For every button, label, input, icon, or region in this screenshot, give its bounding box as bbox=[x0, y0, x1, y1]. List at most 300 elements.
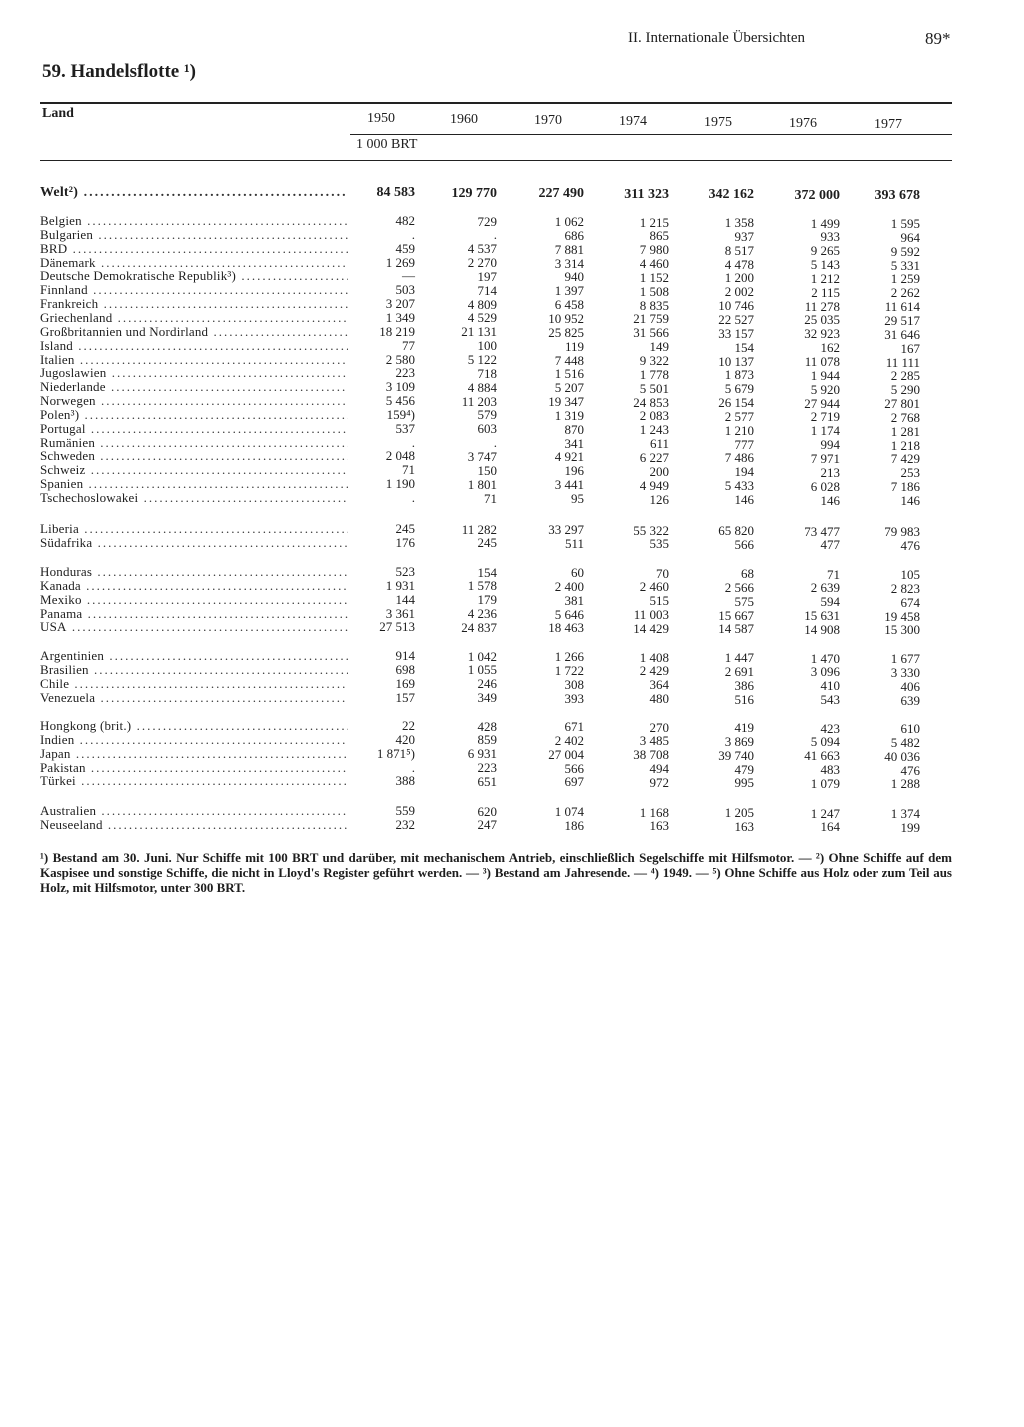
cell-value: 162 bbox=[820, 340, 840, 356]
cell-value: 163 bbox=[734, 818, 754, 834]
cell-value: 1 722 bbox=[554, 662, 584, 678]
cell-value: 3 747 bbox=[467, 448, 497, 464]
cell-value: 559 bbox=[395, 803, 415, 818]
table-row bbox=[0, 745, 1024, 764]
cell-value: . bbox=[411, 226, 415, 242]
cell-value: 4 809 bbox=[467, 296, 497, 312]
cell-value: 7 486 bbox=[724, 450, 754, 466]
cell-value: 1 215 bbox=[639, 214, 669, 230]
cell-value: 479 bbox=[734, 761, 754, 777]
cell-value: 5 207 bbox=[554, 380, 584, 396]
cell-value: 2 285 bbox=[890, 368, 920, 384]
cell-value: 6 227 bbox=[639, 449, 669, 465]
cell-value: 5 143 bbox=[810, 257, 840, 273]
cell-value: 1 578 bbox=[467, 578, 497, 594]
row-label: Portugal ..... bbox=[40, 422, 348, 436]
cell-value: 26 154 bbox=[718, 395, 754, 411]
cell-value: 428 bbox=[477, 718, 497, 734]
row-label: BRD ..... bbox=[40, 242, 348, 256]
cell-value: 146 bbox=[900, 493, 920, 508]
cell-value: 100 bbox=[477, 338, 497, 354]
table-row bbox=[0, 476, 1024, 495]
cell-value: 14 429 bbox=[633, 620, 669, 636]
cell-value: 1 349 bbox=[385, 309, 415, 325]
section-header: II. Internationale Übersichten bbox=[628, 30, 806, 46]
table-row bbox=[0, 759, 1024, 778]
row-label: Indien ..... bbox=[40, 733, 348, 747]
page-number: 89* bbox=[925, 29, 951, 48]
cell-value: 476 bbox=[900, 537, 920, 553]
cell-value: 24 853 bbox=[633, 394, 669, 410]
row-label: Panama ..... bbox=[40, 607, 348, 621]
cell-value: 1 281 bbox=[890, 423, 920, 439]
cell-value: 119 bbox=[564, 338, 584, 354]
row-label: Argentinien ..... bbox=[40, 649, 348, 663]
row-label: Bulgarien ..... bbox=[40, 228, 348, 242]
cell-value: 213 bbox=[820, 464, 840, 480]
cell-value: 5 433 bbox=[724, 478, 754, 494]
cell-value: 5 482 bbox=[890, 734, 920, 750]
cell-value: 480 bbox=[649, 691, 669, 707]
cell-value: 27 004 bbox=[548, 746, 584, 762]
cell-value: 18 463 bbox=[548, 620, 584, 636]
cell-value: 2 400 bbox=[554, 578, 584, 594]
table-row bbox=[0, 689, 1024, 708]
cell-value: 2 823 bbox=[890, 580, 920, 596]
table-row bbox=[0, 564, 1024, 582]
row-label: Venezuela ..... bbox=[40, 691, 348, 705]
cell-value: 865 bbox=[649, 228, 669, 244]
cell-value: 60 bbox=[571, 565, 584, 580]
cell-value: 1 055 bbox=[467, 662, 497, 678]
cell-value: 535 bbox=[649, 536, 669, 552]
footnotes bbox=[40, 850, 952, 895]
cell-value: 1 190 bbox=[385, 476, 415, 492]
cell-value: 393 bbox=[564, 690, 584, 706]
row-label: Pakistan ..... bbox=[40, 761, 348, 775]
cell-value: 73 477 bbox=[804, 523, 840, 539]
cell-value: 227 490 bbox=[538, 186, 584, 201]
cell-value: 200 bbox=[649, 463, 669, 479]
cell-value: 393 678 bbox=[874, 188, 920, 203]
cell-value: 6 028 bbox=[810, 478, 840, 494]
cell-value: 1 168 bbox=[639, 804, 669, 820]
row-label: Brasilien ..... bbox=[40, 663, 348, 677]
table-row bbox=[0, 462, 1024, 481]
cell-value: 3 361 bbox=[385, 605, 415, 621]
cell-value: 620 bbox=[477, 803, 497, 819]
cell-value: 9 592 bbox=[890, 243, 920, 259]
table-row bbox=[0, 434, 1024, 453]
table-row bbox=[0, 577, 1024, 596]
cell-value: 674 bbox=[900, 594, 920, 610]
cell-value: 33 297 bbox=[548, 522, 584, 537]
cell-value: 2 270 bbox=[467, 255, 497, 271]
cell-value: 1 358 bbox=[724, 215, 754, 230]
cell-value: 253 bbox=[900, 465, 920, 481]
cell-value: 11 078 bbox=[804, 354, 840, 369]
cell-value: 150 bbox=[477, 462, 497, 478]
cell-value: 18 219 bbox=[379, 323, 415, 339]
table-row bbox=[0, 773, 1024, 792]
cell-value: 1 499 bbox=[810, 215, 840, 231]
cell-value: 995 bbox=[734, 775, 754, 791]
cell-value: 11 203 bbox=[461, 393, 497, 409]
cell-value: 71 bbox=[827, 566, 840, 582]
cell-value: 5 122 bbox=[467, 352, 497, 367]
cell-value: 33 157 bbox=[718, 325, 754, 341]
cell-value: 223 bbox=[395, 365, 415, 381]
row-label: Türkei ..... bbox=[40, 774, 348, 788]
cell-value: 381 bbox=[564, 592, 584, 608]
cell-value: 176 bbox=[395, 534, 415, 550]
row-label: Griechenland ..... bbox=[40, 311, 348, 325]
cell-value: 1 210 bbox=[724, 422, 754, 438]
cell-value: 1 508 bbox=[639, 283, 669, 299]
row-label: USA ..... bbox=[40, 620, 348, 634]
cell-value: 4 529 bbox=[467, 310, 497, 326]
cell-value: 639 bbox=[900, 692, 920, 708]
table-row bbox=[0, 521, 1024, 539]
row-label: Chile ..... bbox=[40, 677, 348, 691]
cell-value: 19 458 bbox=[884, 608, 920, 624]
cell-value: 146 bbox=[820, 492, 840, 508]
row-label: Welt²) ..... bbox=[40, 186, 348, 200]
cell-value: 1 397 bbox=[554, 283, 584, 299]
cell-value: 2 639 bbox=[810, 580, 840, 596]
cell-value: 459 bbox=[395, 240, 415, 256]
table-row bbox=[0, 534, 1024, 553]
cell-value: 714 bbox=[477, 282, 497, 298]
cell-value: 940 bbox=[564, 269, 584, 285]
year-header: 1970 bbox=[534, 113, 562, 128]
cell-value: 163 bbox=[649, 818, 669, 834]
cell-value: 7 186 bbox=[890, 479, 920, 495]
cell-value: 1 074 bbox=[554, 804, 584, 819]
row-label: Deutsche Demokratische Republik³) ..... bbox=[40, 269, 348, 283]
cell-value: 1 516 bbox=[554, 366, 584, 382]
cell-value: 9 265 bbox=[810, 243, 840, 259]
cell-value: 537 bbox=[395, 420, 415, 436]
table-row bbox=[0, 420, 1024, 439]
cell-value: 610 bbox=[900, 721, 920, 736]
table-row bbox=[0, 731, 1024, 750]
cell-value: . bbox=[493, 227, 497, 243]
cell-value: 406 bbox=[900, 678, 920, 694]
year-header: 1950 bbox=[367, 111, 395, 126]
cell-value: 3 330 bbox=[890, 664, 920, 680]
cell-value: 1 259 bbox=[890, 271, 920, 287]
cell-value: 11 614 bbox=[884, 299, 920, 315]
cell-value: 77 bbox=[402, 337, 415, 353]
cell-value: 197 bbox=[477, 268, 497, 284]
cell-value: 95 bbox=[571, 491, 584, 506]
cell-value: 1 447 bbox=[724, 650, 754, 665]
row-label: Schweiz ..... bbox=[40, 463, 348, 477]
row-label: Südafrika ..... bbox=[40, 536, 348, 550]
cell-value: 246 bbox=[477, 676, 497, 692]
cell-value: 311 323 bbox=[624, 186, 669, 202]
year-rule bbox=[350, 134, 952, 135]
cell-value: 1 319 bbox=[554, 407, 584, 423]
cell-value: 2 083 bbox=[639, 408, 669, 424]
cell-value: 40 036 bbox=[884, 748, 920, 764]
cell-value: 2 262 bbox=[890, 285, 920, 301]
cell-value: 247 bbox=[477, 817, 497, 833]
cell-value: 5 456 bbox=[385, 393, 415, 409]
cell-value: 22 527 bbox=[718, 311, 754, 327]
cell-value: 388 bbox=[395, 773, 415, 789]
cell-value: 349 bbox=[477, 690, 497, 706]
cell-value: 4 478 bbox=[724, 256, 754, 272]
table-row bbox=[0, 309, 1024, 328]
cell-value: 477 bbox=[820, 537, 840, 553]
table-row bbox=[0, 282, 1024, 301]
cell-value: 245 bbox=[395, 521, 415, 536]
cell-value: 1 288 bbox=[890, 776, 920, 792]
cell-value: 22 bbox=[402, 718, 415, 733]
year-header: 1974 bbox=[619, 114, 647, 129]
cell-value: 341 bbox=[564, 435, 584, 451]
cell-value: . bbox=[411, 759, 415, 775]
top-rule bbox=[40, 102, 952, 104]
cell-value: 15 631 bbox=[804, 608, 840, 624]
cell-value: 1 931 bbox=[385, 577, 415, 593]
cell-value: 15 667 bbox=[718, 607, 754, 623]
cell-value: 342 162 bbox=[708, 187, 754, 202]
table-row bbox=[0, 296, 1024, 315]
row-label: Dänemark ..... bbox=[40, 256, 348, 270]
cell-value: 4 537 bbox=[467, 241, 497, 257]
cell-value: 2 402 bbox=[554, 732, 584, 748]
cell-value: 1 218 bbox=[890, 437, 920, 453]
cell-value: 1 873 bbox=[724, 367, 754, 383]
cell-value: 2 460 bbox=[639, 579, 669, 595]
cell-value: 419 bbox=[734, 720, 754, 735]
row-label: Schweden ..... bbox=[40, 449, 348, 463]
cell-value: 71 bbox=[402, 462, 415, 478]
cell-value: 566 bbox=[564, 760, 584, 776]
cell-value: 686 bbox=[564, 227, 584, 243]
footnote-text: ¹) Bestand am 30. Juni. Nur Schiffe mit 100 BRT und darüber, mit mechanischem Antrieb, einschließlich Segelschiffe mit Hilfsmotor. — ²) Ohne Schiffe auf dem Kaspisee und sonstige Schiffe, die nicht in Lloyd's Register geführt werden. — ³) Bestand am Jahresende. — ⁴) 1949. — ⁵) Ohne Schiffe aus Holz oder zum Teil aus Holz, mit Hilfsmotor, unter 300 BRT. bbox=[40, 850, 952, 895]
cell-value: 870 bbox=[564, 421, 584, 437]
cell-value: 7 448 bbox=[554, 352, 584, 368]
cell-value: 1 778 bbox=[639, 366, 669, 382]
cell-value: 70 bbox=[656, 565, 669, 581]
row-label: Island ..... bbox=[40, 339, 348, 353]
cell-value: 164 bbox=[820, 819, 840, 835]
row-label: Mexiko ..... bbox=[40, 593, 348, 607]
table-title: 59. Handelsflotte ¹) bbox=[42, 61, 196, 82]
cell-value: 21 759 bbox=[633, 311, 669, 327]
table-row bbox=[0, 213, 1024, 231]
cell-value: 27 513 bbox=[379, 619, 415, 635]
cell-value: 1 243 bbox=[639, 422, 669, 438]
cell-value: 144 bbox=[395, 591, 415, 607]
cell-value: 1 212 bbox=[810, 270, 840, 286]
cell-value: 21 131 bbox=[461, 324, 497, 340]
cell-value: 1 200 bbox=[724, 270, 754, 286]
cell-value: 1 801 bbox=[467, 476, 497, 492]
row-label: Niederlande ..... bbox=[40, 380, 348, 394]
cell-value: 5 501 bbox=[639, 380, 669, 396]
row-label: Honduras ..... bbox=[40, 565, 348, 579]
cell-value: 1 062 bbox=[554, 214, 584, 229]
cell-value: 503 bbox=[395, 282, 415, 298]
cell-value: 1 042 bbox=[467, 648, 497, 664]
cell-value: 24 837 bbox=[461, 619, 497, 635]
cell-value: 1 595 bbox=[890, 216, 920, 231]
table-row bbox=[0, 816, 1024, 835]
cell-value: 1 374 bbox=[890, 806, 920, 821]
cell-value: 937 bbox=[734, 228, 754, 244]
cell-value: 697 bbox=[564, 774, 584, 790]
table-row bbox=[0, 648, 1024, 666]
cell-value: 186 bbox=[564, 817, 584, 833]
cell-value: 27 801 bbox=[884, 396, 920, 412]
cell-value: 423 bbox=[820, 720, 840, 736]
year-header: 1977 bbox=[874, 117, 902, 132]
cell-value: 2 719 bbox=[810, 409, 840, 425]
table-row bbox=[0, 803, 1024, 821]
cell-value: 31 566 bbox=[633, 325, 669, 341]
unit-label: 1 000 BRT bbox=[356, 137, 418, 152]
cell-value: 476 bbox=[900, 762, 920, 778]
row-label: Kanada ..... bbox=[40, 579, 348, 593]
cell-value: 1 205 bbox=[724, 805, 754, 820]
cell-value: 154 bbox=[734, 339, 754, 355]
cell-value: 25 035 bbox=[804, 312, 840, 328]
cell-value: 972 bbox=[649, 774, 669, 790]
cell-value: 4 236 bbox=[467, 606, 497, 622]
cell-value: 603 bbox=[477, 421, 497, 437]
cell-value: 914 bbox=[395, 648, 415, 663]
cell-value: 1 266 bbox=[554, 649, 584, 664]
cell-value: 38 708 bbox=[633, 747, 669, 763]
cell-value: 11 003 bbox=[633, 607, 669, 623]
cell-value: 199 bbox=[900, 819, 920, 835]
cell-value: 5 679 bbox=[724, 381, 754, 397]
cell-value: 482 bbox=[395, 213, 415, 228]
cell-value: 7 971 bbox=[810, 450, 840, 466]
table-row bbox=[0, 619, 1024, 638]
cell-value: 516 bbox=[734, 691, 754, 707]
cell-value: 994 bbox=[820, 437, 840, 453]
cell-value: 10 746 bbox=[718, 298, 754, 314]
cell-value: 179 bbox=[477, 592, 497, 608]
table-row bbox=[0, 365, 1024, 384]
cell-value: 364 bbox=[649, 677, 669, 693]
cell-value: 169 bbox=[395, 675, 415, 691]
cell-value: 41 663 bbox=[804, 748, 840, 764]
cell-value: 270 bbox=[649, 719, 669, 735]
cell-value: 55 322 bbox=[633, 522, 669, 538]
row-label: Rumänien ..... bbox=[40, 436, 348, 450]
row-label: Finnland ..... bbox=[40, 283, 348, 297]
cell-value: 11 111 bbox=[885, 354, 920, 370]
row-label: Japan ..... bbox=[40, 747, 348, 761]
cell-value: 2 566 bbox=[724, 579, 754, 595]
row-label: Tschechoslowakei ..... bbox=[40, 491, 348, 505]
cell-value: 566 bbox=[734, 536, 754, 552]
cell-value: . bbox=[411, 490, 415, 505]
row-label: Frankreich ..... bbox=[40, 297, 348, 311]
cell-value: 3 485 bbox=[639, 733, 669, 749]
cell-value: 2 691 bbox=[724, 663, 754, 679]
cell-value: 7 881 bbox=[554, 241, 584, 257]
table-row bbox=[0, 661, 1024, 680]
cell-value: 4 884 bbox=[467, 379, 497, 395]
cell-value: 2 580 bbox=[385, 351, 415, 367]
cell-value: 194 bbox=[734, 464, 754, 480]
table-row bbox=[0, 379, 1024, 398]
cell-value: 1 174 bbox=[810, 423, 840, 439]
cell-value: 11 282 bbox=[461, 521, 497, 537]
cell-value: 71 bbox=[484, 490, 497, 506]
table-row bbox=[0, 448, 1024, 467]
cell-value: 2 768 bbox=[890, 409, 920, 425]
table-row bbox=[0, 605, 1024, 624]
cell-value: 10 952 bbox=[548, 310, 584, 326]
cell-value: 410 bbox=[820, 678, 840, 694]
table-row bbox=[0, 185, 1024, 203]
cell-value: 3 096 bbox=[810, 664, 840, 680]
cell-value: 2 002 bbox=[724, 284, 754, 300]
table-row bbox=[0, 240, 1024, 259]
cell-value: 126 bbox=[649, 491, 669, 507]
cell-value: 483 bbox=[820, 762, 840, 778]
cell-value: 594 bbox=[820, 594, 840, 610]
cell-value: 964 bbox=[900, 229, 920, 245]
row-label: Australien ..... bbox=[40, 804, 348, 818]
table-row bbox=[0, 268, 1024, 287]
year-header: 1975 bbox=[704, 115, 732, 130]
table-row bbox=[0, 675, 1024, 694]
cell-value: 232 bbox=[395, 816, 415, 832]
cell-value: 129 770 bbox=[451, 185, 497, 201]
cell-value: 494 bbox=[649, 761, 669, 777]
table-row bbox=[0, 406, 1024, 425]
cell-value: 14 908 bbox=[804, 621, 840, 637]
cell-value: 1 247 bbox=[810, 805, 840, 821]
cell-value: 2 429 bbox=[639, 663, 669, 679]
row-label: Spanien ..... bbox=[40, 477, 348, 491]
cell-value: 3 869 bbox=[724, 733, 754, 749]
cell-value: 157 bbox=[395, 689, 415, 705]
cell-value: 386 bbox=[734, 677, 754, 693]
cell-value: 3 314 bbox=[554, 255, 584, 271]
cell-value: 611 bbox=[649, 436, 669, 452]
cell-value: 1 944 bbox=[810, 367, 840, 383]
cell-value: 5 331 bbox=[890, 257, 920, 273]
table-row bbox=[0, 490, 1024, 508]
cell-value: 2 115 bbox=[811, 284, 840, 300]
table-row bbox=[0, 591, 1024, 610]
cell-value: 8 517 bbox=[724, 242, 754, 258]
cell-value: 223 bbox=[477, 760, 497, 776]
cell-value: 27 944 bbox=[804, 395, 840, 411]
cell-value: 3 441 bbox=[554, 477, 584, 493]
cell-value: 8 835 bbox=[639, 297, 669, 313]
cell-value: 68 bbox=[741, 566, 754, 581]
column-header-land: Land bbox=[42, 106, 74, 121]
table-row bbox=[0, 226, 1024, 245]
cell-value: 3 109 bbox=[385, 379, 415, 395]
cell-value: 2 048 bbox=[385, 448, 415, 464]
table-row bbox=[0, 323, 1024, 342]
cell-value: 729 bbox=[477, 213, 497, 229]
cell-value: 19 347 bbox=[548, 394, 584, 410]
